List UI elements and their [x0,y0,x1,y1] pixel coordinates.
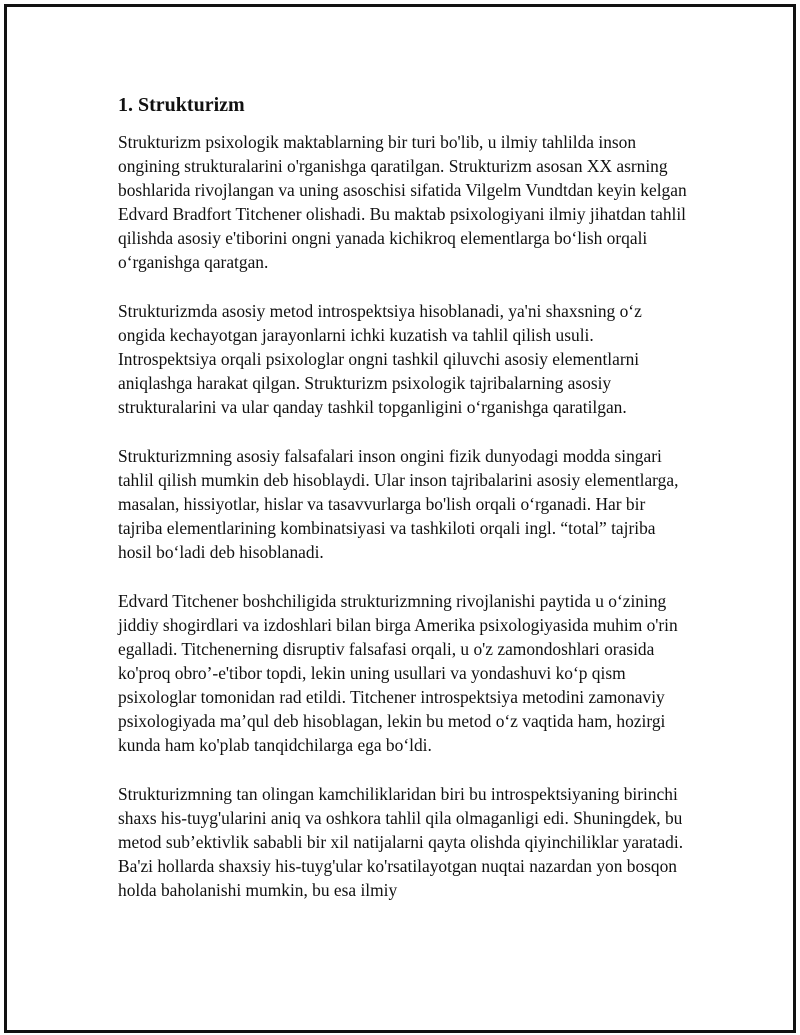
section-heading: 1. Strukturizm [118,94,245,116]
paragraph-1: Strukturizm psixologik maktablarning bir turi bo'lib, u ilmiy tahlilda inson ongining strukturalarini o'rganishga qaratilgan. Strukturizm asosan XX asrning boshlarida rivojlangan va uning asoschisi sifatida Vilgelm Vundtdan keyin kelgan Edvard Bradfort Titchener olishadi. Bu maktab psixologiyani ilmiy jihatdan tahlil qilishda asosiy e'tiborini ongni yanada kichikroq elementlarga bo‘lish orqali o‘rganishga qaratgan. [118,132,687,272]
paragraph-2: Strukturizmda asosiy metod introspektsiya hisoblanadi, ya'ni shaxsning o‘z ongida kechayotgan jarayonlarni ichki kuzatish va tahlil qilish usuli. Introspektsiya orqali psixologlar ongni tashkil qiluvchi asosiy elementlarni aniqlashga harakat qilgan. Strukturizm psixologik tajribalarning asosiy strukturalarini va ular qanday tashkil topganligini o‘rganishga qaratilgan. [118,301,642,417]
paragraph-5: Strukturizmning tan olingan kamchiliklaridan biri bu introspektsiyaning birinchi shaxs his-tuyg'ularini aniq va oshkora tahlil qila olmaganligi edi. Shuningdek, bu metod sub’ektivlik sababli bir xil natijalarni qayta olishda qiyinchiliklar yaratadi. Ba'zi hollarda shaxsiy his-tuyg'ular ko'rsatilayotgan nuqtai nazardan yon bosqon holda baholanishi mumkin, bu esa ilmiy [118,784,684,900]
paragraph-4: Edvard Titchener boshchiligida strukturizmning rivojlanishi paytida u o‘zining jiddiy shogirdlari va izdoshlari bilan birga Amerika psixologiyasida muhim o'rin egalladi. Titchenerning disruptiv falsafasi orqali, u o'z zamondoshlari orasida ko'proq obro’-e'tibor topdi, lekin uning usullari va yondashuvi ko‘p qism psixologlar tomonidan rad etildi. Titchener introspektsiya metodini zamonaviy psixologiyada ma’qul deb hisoblagan, lekin bu metod o‘z vaqtida ham, hozirgi kunda ham ko'plab tanqidchilarga ega bo‘ldi. [118,591,678,755]
paragraph-3: Strukturizmning asosiy falsafalari inson ongini fizik dunyodagi modda singari tahlil qilish mumkin deb hisoblaydi. Ular inson tajribalarini asosiy elementlarga, masalan, hissiyotlar, hislar va tasavvurlarga bo'lish orqali o‘rganadi. Har bir tajriba elementlarining kombinatsiyasi va tashkiloti orqali ingl. “total” tajriba hosil bo‘ladi deb hisoblanadi. [118,446,679,562]
document-body [118,92,688,927]
